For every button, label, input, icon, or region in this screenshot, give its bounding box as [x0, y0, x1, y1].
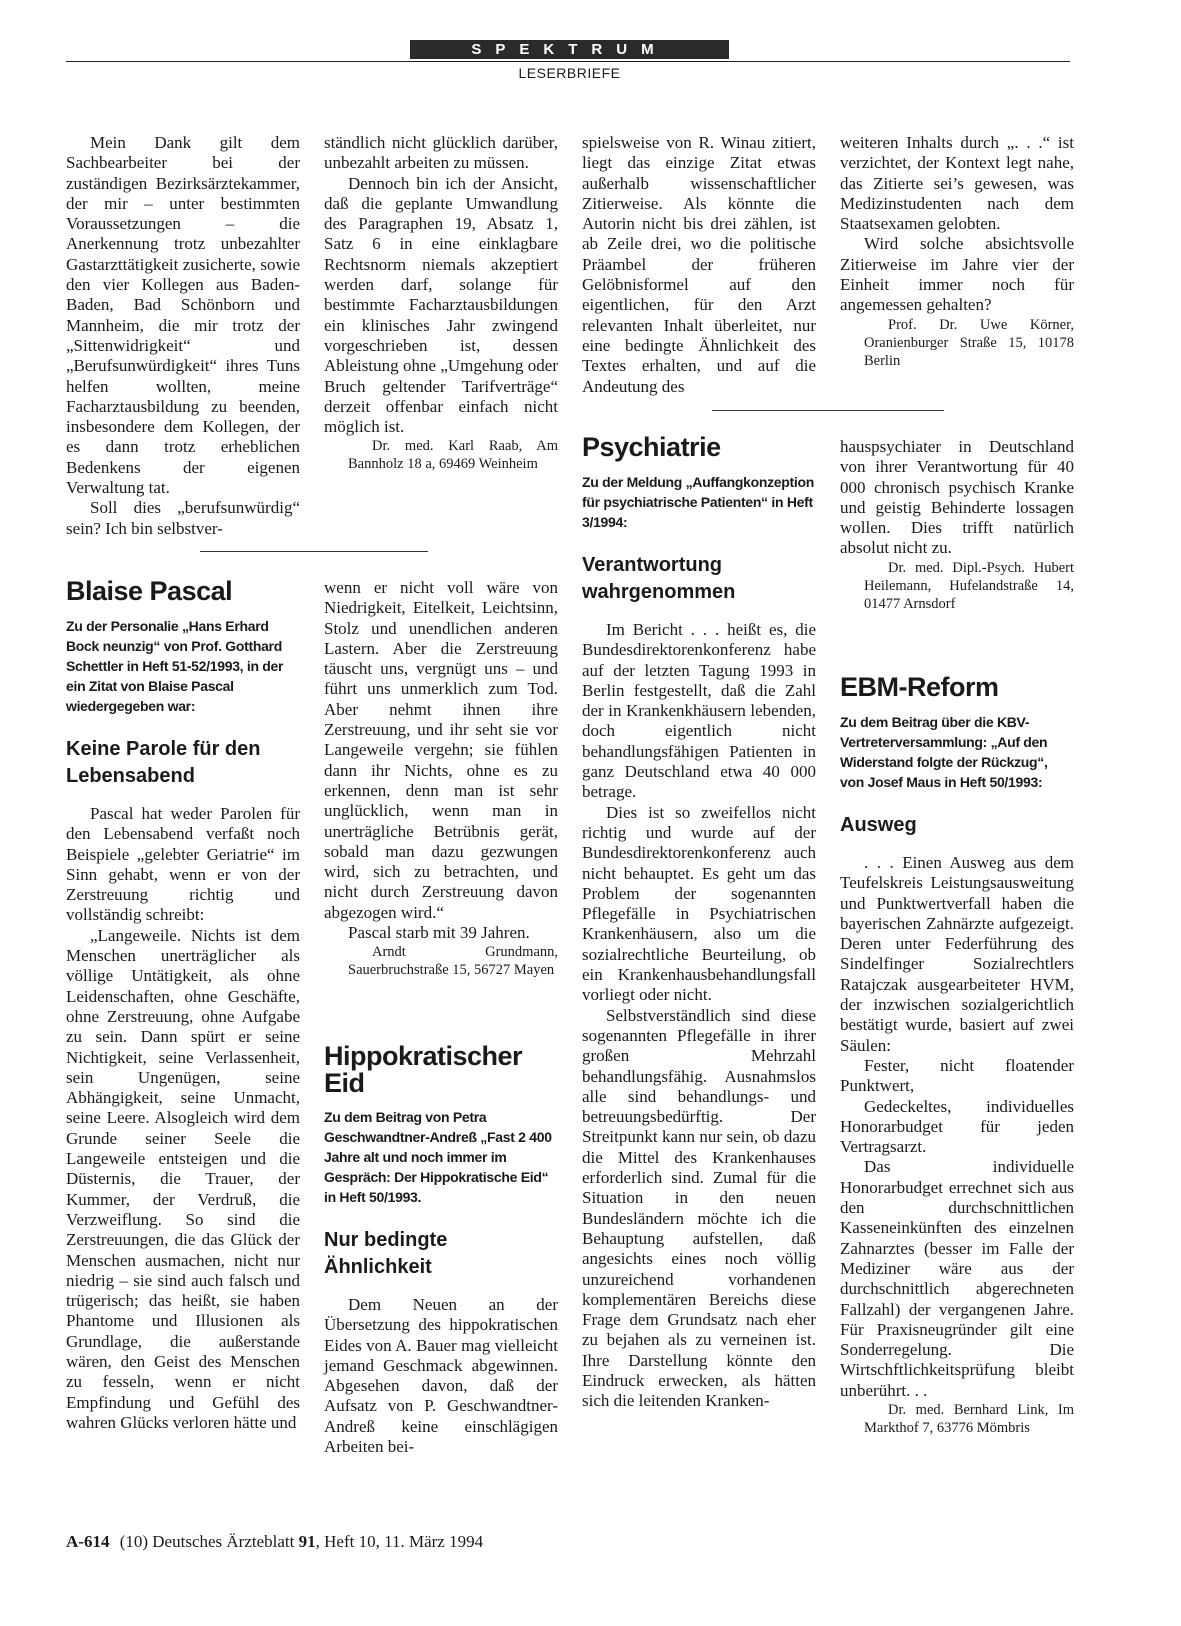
signature: Prof. Dr. Uwe Körner, Oranienburger Straße 15, 10178 Berlin [864, 316, 1074, 369]
article-headline: Keine Parole für den Lebensabend [66, 738, 261, 787]
article-headline: Verantwortung wahrgenommen [582, 554, 736, 603]
article-title: EBM-Reform [840, 672, 999, 702]
article-blaise-pascal-col2: wenn er nicht voll wäre von Niedrigkeit, Eitelkeit, Leichtsinn, Stolz und unendlichen anderen Lastern. Aber die Zerstreuung täuscht uns, vergnügt uns – und führt uns unmerklich zum Tod. Aber nehmt ihnen ihre Zerstreuung, und ihr seht sie vor Langeweile vergehn; sie fühlen dann ihr Nichts, ohne es zu erkennen, denn man ist sehr unglücklich, wenn man in unerträgliche Betrübnis gerät, sobald man dazu gezwungen wird, sich zu betrachten, und nicht durch Zerstreuung davon abgezogen wird.“ Pascal starb mit 39 Jahren. Arndt Grundmann, Sauerbruchstraße 15, 56727 Mayen [324, 578, 558, 979]
volume: 91 [298, 1532, 316, 1551]
article-title: Blaise Pascal [66, 576, 233, 606]
page-number: A-614 [66, 1532, 110, 1551]
article-intro: Zu der Meldung „Auffangkonzeption für psychiatrische Patienten“ in Heft 3/1994: [582, 474, 814, 530]
section-label: SPEKTRUM [471, 41, 668, 58]
article-headline: Ausweg [840, 814, 917, 836]
issue-date: , Heft 10, 11. März 1994 [315, 1532, 484, 1551]
article-ebm-reform: EBM-Reform Zu dem Beitrag über die KBV-Vertreterversammlung: „Auf den Widerstand folgte der Rückzug“, von Josef Maus in Heft 50/1993: Ausweg . . . Einen Ausweg aus dem Teufelskreis Leistungsausweitung und Punktwertverfall haben die bayerischen Zahnärzte aufgezeigt. Deren unter Federführung des Sindelfinger Sozialrechtlers Ratajczak ausgearbeiteter HVM, der inzwischen sozialgerichtlich bestätigt wurde, basiert auf zwei Säulen: Fester, nicht floatender Punktwert, Gedeckeltes, individuelles Honorarbudget für jeden Vertragsarzt. Das individuelle Honorarbudget errechnet sich aus den durchschnittlichen Kasseneinkünften des einzelnen Zahnarztes (besser im Falle der Mediziner wäre aus der durchschnittlich abgerechneten Fallzahl) der vergangenen Jahre. Für Praxisneugründer gilt eine Sonderregelung. Die Wirtschftlichkeitsprüfung bleibt unberührt. . . Dr. med. Bernhard Link, Im Markthof 7, 63776 Mömbris [840, 672, 1074, 1437]
signature: Dr. med. Karl Raab, Am Bannholz 18 a, 69469 Weinheim [348, 438, 558, 473]
issue-number: (10) [119, 1532, 149, 1551]
header-rule [66, 61, 1070, 62]
signature: Dr. med. Bernhard Link, Im Markthof 7, 63776 Mömbris [864, 1402, 1074, 1437]
article-hippokratischer-eid: Hippokratischer Eid Zu dem Beitrag von Petra Geschwandtner-Andreß „Fast 2 400 Jahre alt und noch immer im Gespräch: Der Hippokratische Eid“ in Heft 50/1993. Nur bedingte Ähnlichkeit Dem Neuen an der Übersetzung des hippokratischen Eides von A. Bauer mag vielleicht jemand Geschmack abgewinnen. Abgesehen davon, daß der Aufsatz von P. Geschwandtner-Andreß keine einschlägigen Arbeiten bei- [324, 1041, 558, 1457]
signature: Dr. med. Dipl.-Psych. Hubert Heilemann, Hufelandstraße 14, 01477 Arnsdorf [864, 559, 1074, 612]
article-title: Hippokratischer Eid [324, 1041, 523, 1098]
divider-left [200, 551, 428, 552]
letter-top-col3: spielsweise von R. Winau zitiert, liegt das einzige Zitat etwas außerhalb wissenschaftlicher Zitierweise. Als könnte die Autorin nicht bis drei zählen, ist ab Zeile drei, wo die politische Präambel der früheren Gelöbnisformel auf den eigentlichen, für den Arzt relevanten Inhalt überleitet, nur eine bedingte Ähnlichkeit des Textes erhalten, und auf die Andeutung des [582, 133, 816, 396]
letter-top-col4: weiteren Inhalts durch „. . .“ ist verzichtet, der Kontext legt nahe, das Zitierte sei’s gewesen, was Medizinstudenten nach dem Staatsexamen gelobten. Wird solche absichtsvolle Zitierweise im Jahre vier der Einheit immer noch für angemessen gehalten? Prof. Dr. Uwe Körner, Oranienburger Straße 15, 10178 Berlin [840, 133, 1074, 369]
subsection-label: LESERBRIEFE [518, 65, 621, 81]
article-psychiatrie-col4: hauspsychiater in Deutschland von ihrer Verantwortung für 40 000 chronisch psychisch Kranke und geistig Behinderte lossagen wollen. Dies trifft natürlich absolut nicht zu. Dr. med. Dipl.-Psych. Hubert Heilemann, Hufelandstraße 14, 01477 Arnsdorf [840, 437, 1074, 612]
article-intro: Zu dem Beitrag von Petra Geschwandtner-Andreß „Fast 2 400 Jahre alt und noch immer im Gespräch: Der Hippokratische Eid“ in Heft 50/1993. [324, 1109, 552, 1205]
article-intro: Zu der Personalie „Hans Erhard Bock neunzig“ von Prof. Gotthard Schettler in Heft 51-52/1993, in der ein Zitat von Blaise Pascal wiedergegeben war: [66, 618, 284, 714]
section-banner [410, 40, 729, 59]
article-headline: Nur bedingte Ähnlichkeit [324, 1229, 448, 1278]
letter-top-col1: Mein Dank gilt dem Sachbearbeiter bei der zuständigen Bezirksärztekammer, der mir – unter bestimmten Voraussetzungen – die Anerkennung trotz unbezahlter Gastarzttätigkeit zusicherte, sowie den vier Kollegen aus Baden-Baden, Bad Schönborn und Mannheim, die mir trotz der „Sittenwidrigkeit“ und „Berufsunwürdigkeit“ ihres Tuns helfen wollten, meine Facharztausbildung zu beenden, insbesondere dem Kollegen, der es dann trotz erheblichen Bedenkens der eigenen Verwaltung tat. Soll dies „berufsunwürdig“ sein? Ich bin selbstver- [66, 133, 300, 538]
article-title: Psychiatrie [582, 432, 721, 462]
article-psychiatrie: Psychiatrie Zu der Meldung „Auffangkonzeption für psychiatrische Patienten“ in Heft 3/1994: Verantwortung wahrgenommen Im Bericht . . . heißt es, die Bundesdirektorenkonferenz habe auf der letzten Tagung 1993 in Berlin festgestellt, daß die Zahl der in Krankenkhäusern lebenden, doch eigentlich nicht behandlungsfähigen Patienten in ganz Deutschland etwa 40 000 betrage. Dies ist so zweifellos nicht richtig und wurde auf der Bundesdirektorenkonferenz auch nicht behauptet. Es geht um das Problem der sogenannten Pflegefälle in Psychiatrischen Krankenhäusern, also um die sozialrechtliche Beurteilung, ob ein Krankenhausbehandlungsfall vorliegt oder nicht. Selbstverständlich sind diese sogenannten Pflegefälle in ihrer großen Mehrzahl behandlungsfähig. Ausnahmslos alle sind behandlungs- und betreuungsbedürftig. Der Streitpunkt kann nur sein, ob dazu die Mittel des Krankenhauses erforderlich sind. Zumal für die Situation in den neuen Bundesländern möchte ich die Behauptung aufstellen, daß angesichts eines noch völlig unzureichend vorhandenen komplementären Bereichs diese Frage dem Grundsatz nach eher zu bejahen als zu verneinen ist. Ihre Darstellung könnte den Eindruck erwecken, als hätten sich die leitenden Kranken- [582, 432, 816, 1411]
page-footer [66, 1532, 483, 1552]
article-intro: Zu dem Beitrag über die KBV-Vertreterversammlung: „Auf den Widerstand folgte der Rückzug“, von Josef Maus in Heft 50/1993: [840, 714, 1048, 790]
journal-name: Deutsches Ärzteblatt [152, 1532, 295, 1551]
letter-top-col2: ständlich nicht glücklich darüber, unbezahlt arbeiten zu müssen. Dennoch bin ich der Ansicht, daß die geplante Umwandlung des Paragraphen 19, Absatz 1, Satz 6 in eine einklagbare Rechtsnorm niemals akzeptiert werden darf, solange für bestimmte Facharztausbildungen ein klinisches Jahr zwingend vorgeschrieben ist, dessen Ableistung ohne „Umgehung oder Bruch geltender Tarifverträge“ derzeit offenbar einfach nicht möglich ist. Dr. med. Karl Raab, Am Bannholz 18 a, 69469 Weinheim [324, 133, 558, 473]
article-blaise-pascal: Blaise Pascal Zu der Personalie „Hans Erhard Bock neunzig“ von Prof. Gotthard Schettler in Heft 51-52/1993, in der ein Zitat von Blaise Pascal wiedergegeben war: Keine Parole für den Lebensabend Pascal hat weder Parolen für den Lebensabend verfaßt noch Beispiele „gelebter Geriatrie“ im Sinn gehabt, wenn er von der Zerstreuung richtig und vollständig schreibt: „Langeweile. Nichts ist dem Menschen unerträglicher als völlige Untätigkeit, als ohne Leidenschaften, ohne Geschäfte, ohne Zerstreuung, ohne Aufgabe zu sein. Dann spürt er seine Nichtigkeit, seine Verlassenheit, sein Ungenügen, seine Abhängigkeit, seine Unmacht, seine Leere. Alsogleich wird dem Grunde seiner Seele die Langeweile entsteigen und die Düsternis, die Trauer, der Kummer, der Verdruß, die Verzweiflung. So sind die Zerstreuungen, die das Glück der Menschen ausmachen, nicht nur niedrig – sie sind auch falsch und trügerisch; das heißt, sie haben Phantome und Illusionen als Grundlage, die außerstande wären, den Geist des Menschen zu fesseln, wenn er nicht Empfindung und Gefühl des wahren Glücks verloren hätte und [66, 576, 300, 1432]
signature: Arndt Grundmann, Sauerbruchstraße 15, 56727 Mayen [348, 944, 558, 979]
divider-right [712, 410, 944, 411]
